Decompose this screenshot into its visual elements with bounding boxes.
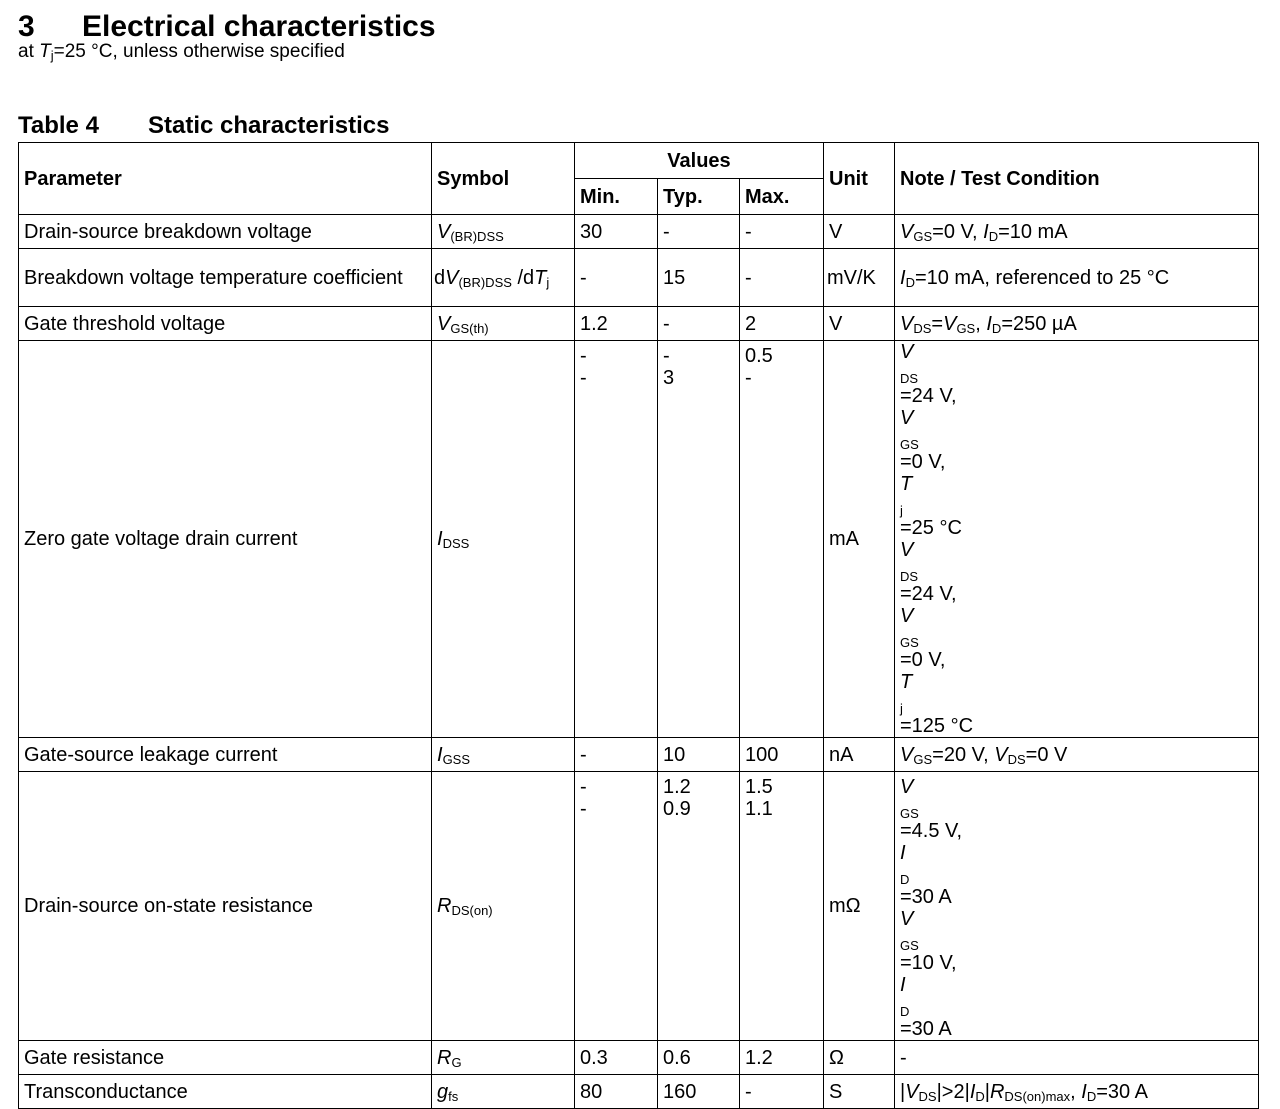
cell-typ: - 3 [658, 341, 740, 738]
section-number: 3 [18, 10, 35, 43]
cell-parameter: Zero gate voltage drain current [19, 341, 432, 738]
table-caption-title: Static characteristics [148, 112, 390, 139]
cell-min: - [575, 738, 658, 772]
cell-max: - [740, 1075, 824, 1109]
header-min: Min. [575, 179, 658, 215]
cell-unit: nA [824, 738, 895, 772]
cell-max: - [740, 249, 824, 307]
table-row [19, 772, 1259, 1041]
cell-symbol: $R_{DS(on)}$ [432, 772, 575, 1041]
table-row [19, 341, 1259, 738]
cell-max: 0.5 - [740, 341, 824, 738]
table-row [19, 249, 1259, 307]
cell-typ: - [658, 215, 740, 249]
cell-typ: 10 [658, 738, 740, 772]
cell-note: $|V_{DS}|>2|I_D|R_{DS(on)max}$, $I_D=30$ A [895, 1075, 1259, 1109]
cell-unit: S [824, 1075, 895, 1109]
section-title: Electrical characteristics [82, 10, 436, 43]
cell-parameter: Gate-source leakage current [19, 738, 432, 772]
section-subtitle: at $T_j=25$ °C, unless otherwise specified [18, 41, 345, 63]
table-row [19, 215, 1259, 249]
header-parameter: Parameter [19, 143, 432, 215]
cell-min: 1.2 [575, 307, 658, 341]
cell-parameter: Drain-source breakdown voltage [19, 215, 432, 249]
cell-symbol: $V_{(BR)DSS}$ [432, 215, 575, 249]
cell-min: - - [575, 772, 658, 1041]
cell-typ: 160 [658, 1075, 740, 1109]
cell-typ: 0.6 [658, 1041, 740, 1075]
cell-max: 1.2 [740, 1041, 824, 1075]
cell-unit: V [824, 307, 895, 341]
cell-note: $I_D=10$ mA, referenced to 25 °C [895, 249, 1259, 307]
cell-symbol: $g_{fs}$ [432, 1075, 575, 1109]
cell-symbol: $R_G$ [432, 1041, 575, 1075]
cell-unit: Ω [824, 1041, 895, 1075]
table-row [19, 738, 1259, 772]
cell-max: 2 [740, 307, 824, 341]
table-caption-number: Table 4 [18, 112, 99, 139]
cell-parameter: Gate resistance [19, 1041, 432, 1075]
cell-note: V $_{GS}$ =4.5 V, I $_D$ =30 A V $_{GS}$ =10 V, I $_D$ =30 A [895, 772, 1259, 1041]
cell-symbol: $I_{GSS}$ [432, 738, 575, 772]
cell-min: - [575, 249, 658, 307]
cell-parameter: Transconductance [19, 1075, 432, 1109]
header-note: Note / Test Condition [895, 143, 1259, 215]
cell-parameter: Breakdown voltage temperature coefficient [19, 249, 432, 307]
table-row [19, 1075, 1259, 1109]
cell-min: - - [575, 341, 658, 738]
cell-max: - [740, 215, 824, 249]
header-max: Max. [740, 179, 824, 215]
cell-symbol: $V_{GS(th)}$ [432, 307, 575, 341]
cell-typ: - [658, 307, 740, 341]
section-heading [18, 10, 436, 44]
cell-unit: mΩ [824, 772, 895, 1041]
cell-note: $V_{GS}=0$ V, $I_D=10$ mA [895, 215, 1259, 249]
cell-parameter: Drain-source on-state resistance [19, 772, 432, 1041]
cell-max: 100 [740, 738, 824, 772]
table-row [19, 1041, 1259, 1075]
cell-symbol: $I_{DSS}$ [432, 341, 575, 738]
cell-min: 0.3 [575, 1041, 658, 1075]
static-characteristics-table [18, 142, 1259, 1109]
cell-unit: mV/K [824, 249, 895, 307]
cell-unit: V [824, 215, 895, 249]
cell-parameter: Gate threshold voltage [19, 307, 432, 341]
table-row [19, 307, 1259, 341]
cell-note: $V_{GS}=20$ V, $V_{DS}=0$ V [895, 738, 1259, 772]
header-symbol: Symbol [432, 143, 575, 215]
cell-unit: mA [824, 341, 895, 738]
cell-typ: 15 [658, 249, 740, 307]
cell-max: 1.5 1.1 [740, 772, 824, 1041]
header-unit: Unit [824, 143, 895, 215]
table-caption [18, 112, 389, 140]
cell-min: 80 [575, 1075, 658, 1109]
cell-min: 30 [575, 215, 658, 249]
cell-note: - [895, 1041, 1259, 1075]
cell-note: V $_{DS}$ =24 V, V $_{GS}$ =0 V, T $_j$ =25 °C V $_{DS}$ =24 V, V $_{GS}$ =0 V, T $_j$ =125 °C [895, 341, 1259, 738]
cell-note: $V_{DS}=V_{GS}$, $I_D=250$ µA [895, 307, 1259, 341]
cell-symbol: $dV_{(BR)DSS}$ $/dT_j$ [432, 249, 575, 307]
header-typ: Typ. [658, 179, 740, 215]
cell-typ: 1.2 0.9 [658, 772, 740, 1041]
header-values: Values [575, 143, 824, 179]
